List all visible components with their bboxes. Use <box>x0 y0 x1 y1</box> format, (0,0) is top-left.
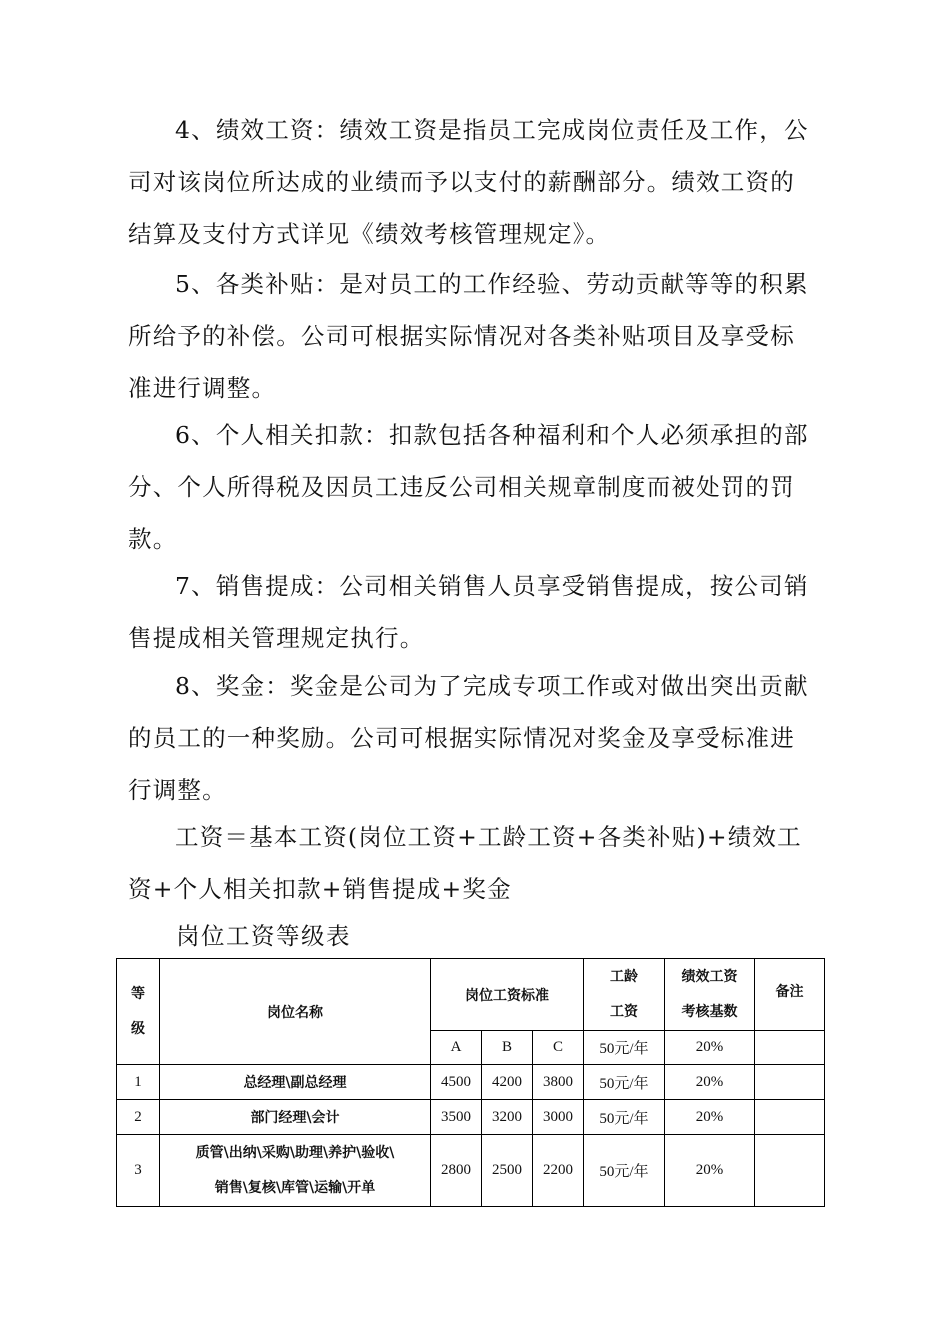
header-salary-standard: 岗位工资标准 <box>431 959 584 1031</box>
table-header-row <box>117 959 825 1031</box>
header-performance-base: 绩效工资 考核基数 <box>665 959 755 1031</box>
row-grade: 2 <box>117 1100 160 1135</box>
row-remark <box>755 1135 825 1207</box>
row-remark <box>755 1065 825 1100</box>
row-position: 部门经理\会计 <box>160 1100 431 1135</box>
row-performance: 20% <box>665 1065 755 1100</box>
header-remark: 备注 <box>755 959 825 1031</box>
table-caption: 岗位工资等级表 <box>176 922 351 950</box>
table-row <box>117 1100 825 1135</box>
header-seniority-pay: 工龄 工资 <box>584 959 665 1031</box>
table-row <box>117 1135 825 1207</box>
row-remark <box>755 1100 825 1135</box>
row-grade: 1 <box>117 1065 160 1100</box>
salary-grade-table <box>116 958 825 1207</box>
paragraph-deductions: 6、个人相关扣款：扣款包括各种福利和个人必须承担的部分、个人所得税及因员工违反公司相关规章制度而被处罚的罚款。 <box>128 421 809 553</box>
row-salary-b: 4200 <box>482 1065 533 1100</box>
row-salary-b: 2500 <box>482 1135 533 1207</box>
row-salary-c: 2200 <box>533 1135 584 1207</box>
row-grade: 3 <box>117 1135 160 1207</box>
subheader-performance: 20% <box>665 1031 755 1065</box>
row-salary-a: 4500 <box>431 1065 482 1100</box>
row-salary-c: 3800 <box>533 1065 584 1100</box>
row-seniority: 50元/年 <box>584 1135 665 1207</box>
paragraph-salary-formula: 工资＝基本工资(岗位工资+工龄工资+各类补贴)+绩效工资+个人相关扣款+销售提成+奖金 <box>128 823 802 903</box>
row-salary-b: 3200 <box>482 1100 533 1135</box>
table-row <box>117 1065 825 1100</box>
row-position: 质管\出纳\采购\助理\养护\验收\ 销售\复核\库管\运输\开单 <box>160 1135 431 1207</box>
row-performance: 20% <box>665 1135 755 1207</box>
header-grade: 等 级 <box>117 959 160 1065</box>
paragraph-allowances: 5、各类补贴：是对员工的工作经验、劳动贡献等等的积累所给予的补偿。公司可根据实际情况对各类补贴项目及享受标准进行调整。 <box>128 270 809 402</box>
subheader-c: C <box>533 1031 584 1065</box>
subheader-a: A <box>431 1031 482 1065</box>
row-position: 总经理\副总经理 <box>160 1065 431 1100</box>
paragraph-bonus: 8、奖金：奖金是公司为了完成专项工作或对做出突出贡献的员工的一种奖励。公司可根据实际情况对奖金及享受标准进行调整。 <box>128 672 809 804</box>
row-salary-a: 3500 <box>431 1100 482 1135</box>
row-salary-a: 2800 <box>431 1135 482 1207</box>
row-performance: 20% <box>665 1100 755 1135</box>
subheader-seniority: 50元/年 <box>584 1031 665 1065</box>
paragraph-sales-commission: 7、销售提成：公司相关销售人员享受销售提成，按公司销售提成相关管理规定执行。 <box>128 572 809 652</box>
row-salary-c: 3000 <box>533 1100 584 1135</box>
subheader-remark <box>755 1031 825 1065</box>
row-seniority: 50元/年 <box>584 1100 665 1135</box>
subheader-b: B <box>482 1031 533 1065</box>
header-position: 岗位名称 <box>160 959 431 1065</box>
row-seniority: 50元/年 <box>584 1065 665 1100</box>
paragraph-performance-pay: 4、绩效工资：绩效工资是指员工完成岗位责任及工作，公司对该岗位所达成的业绩而予以支付的薪酬部分。绩效工资的结算及支付方式详见《绩效考核管理规定》。 <box>128 116 809 248</box>
